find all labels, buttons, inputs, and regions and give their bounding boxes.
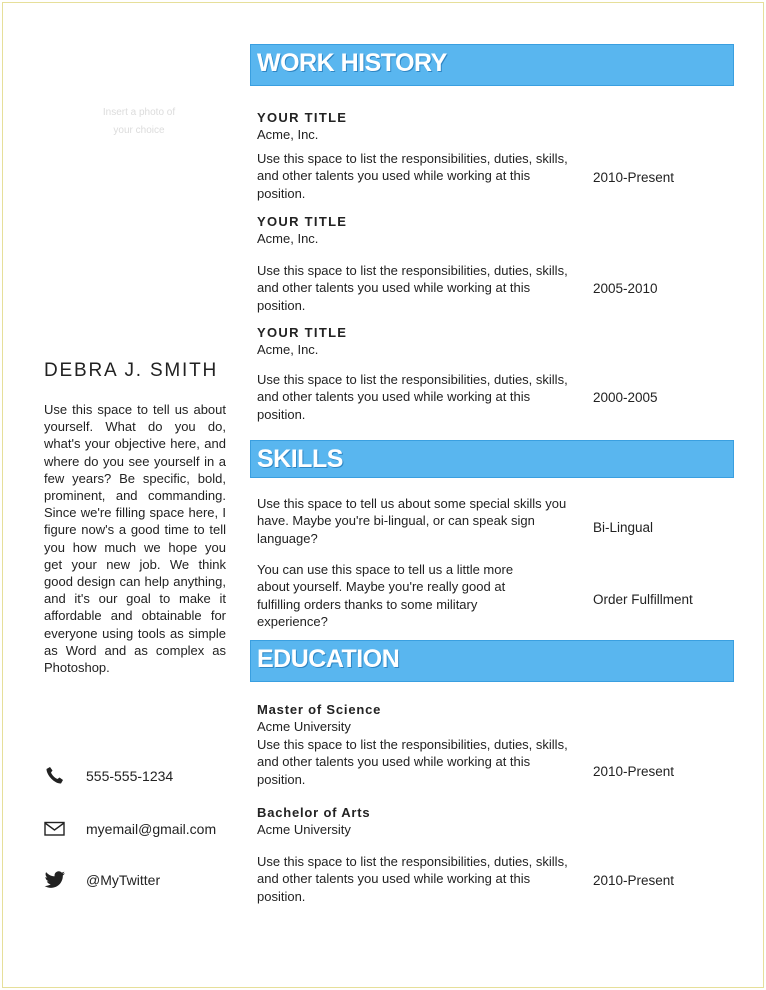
phone-icon bbox=[44, 766, 74, 786]
company-name[interactable]: Acme, Inc. bbox=[257, 342, 319, 357]
job-description[interactable]: Use this space to list the responsibilities, duties, skills, and other talents you used while working at this position. bbox=[257, 263, 568, 313]
company-name[interactable]: Acme, Inc. bbox=[257, 231, 319, 246]
skill-description[interactable]: You can use this space to tell us a little more about yourself. Maybe you're really good at fulfilling orders thanks to some military experience? bbox=[257, 562, 514, 630]
skill-entry bbox=[257, 561, 587, 631]
about-paragraph[interactable]: Use this space to tell us about yourself. What do you do, what's your objective here, and where do you see yourself in a few years? Be specific, bold, prominent, and commanding. Since we're filling space here, I figure now's a good time to tell you how much we hope you get your new job. We think good design can help anything, and it's our goal to make it affordable and obtainable for everyone using tools as simple as Word and as complex as Photoshop. bbox=[44, 402, 226, 676]
photo-placeholder-note: Insert a photo of your choice bbox=[102, 107, 176, 136]
skill-label[interactable]: Order Fulfillment bbox=[593, 592, 693, 607]
job-title[interactable]: YOUR TITLE bbox=[257, 110, 348, 125]
education-description[interactable]: Use this space to list the responsibilities, duties, skills, and other talents you used while working at this position. bbox=[257, 737, 568, 787]
job-title[interactable]: YOUR TITLE bbox=[257, 214, 348, 229]
job-description[interactable]: Use this space to list the responsibilities, duties, skills, and other talents you used while working at this position. bbox=[257, 151, 568, 201]
work-entry bbox=[257, 214, 587, 314]
degree-title[interactable]: Master of Science bbox=[257, 702, 382, 717]
phone-number: 555-555-1234 bbox=[86, 768, 174, 784]
job-date[interactable]: 2000-2005 bbox=[593, 390, 658, 405]
email-address: myemail@gmail.com bbox=[86, 821, 217, 837]
job-date[interactable]: 2005-2010 bbox=[593, 281, 658, 296]
contact-email[interactable] bbox=[44, 819, 234, 839]
skills-header bbox=[250, 440, 734, 478]
envelope-icon bbox=[44, 819, 74, 839]
education-title: EDUCATION bbox=[257, 645, 400, 673]
work-entry bbox=[257, 325, 587, 423]
skills-title: SKILLS bbox=[257, 445, 343, 473]
education-header bbox=[250, 640, 734, 682]
skill-description[interactable]: Use this space to tell us about some special skills you have. Maybe you're bi-lingual, or can speak sign language? bbox=[257, 496, 567, 546]
twitter-handle: @MyTwitter bbox=[86, 872, 161, 888]
education-date[interactable]: 2010-Present bbox=[593, 873, 675, 888]
job-title[interactable]: YOUR TITLE bbox=[257, 325, 348, 340]
contact-twitter[interactable] bbox=[44, 870, 234, 890]
education-entry bbox=[257, 702, 587, 788]
work-history-header bbox=[250, 44, 734, 86]
contact-phone[interactable] bbox=[44, 766, 234, 786]
work-history-title: WORK HISTORY bbox=[257, 49, 447, 77]
candidate-name[interactable]: DEBRA J. SMITH bbox=[44, 360, 219, 381]
job-description[interactable]: Use this space to list the responsibilities, duties, skills, and other talents you used while working at this position. bbox=[257, 372, 568, 422]
school-name[interactable]: Acme University bbox=[257, 822, 351, 837]
work-entry bbox=[257, 110, 587, 202]
skill-entry bbox=[257, 495, 587, 547]
school-name[interactable]: Acme University bbox=[257, 719, 351, 734]
company-name[interactable]: Acme, Inc. bbox=[257, 127, 319, 142]
education-description[interactable]: Use this space to list the responsibilities, duties, skills, and other talents you used while working at this position. bbox=[257, 854, 568, 904]
twitter-bird-icon bbox=[44, 870, 74, 890]
job-date[interactable]: 2010-Present bbox=[593, 170, 675, 185]
education-date[interactable]: 2010-Present bbox=[593, 764, 675, 779]
education-entry bbox=[257, 805, 587, 905]
skill-label[interactable]: Bi-Lingual bbox=[593, 520, 654, 535]
degree-title[interactable]: Bachelor of Arts bbox=[257, 805, 371, 820]
